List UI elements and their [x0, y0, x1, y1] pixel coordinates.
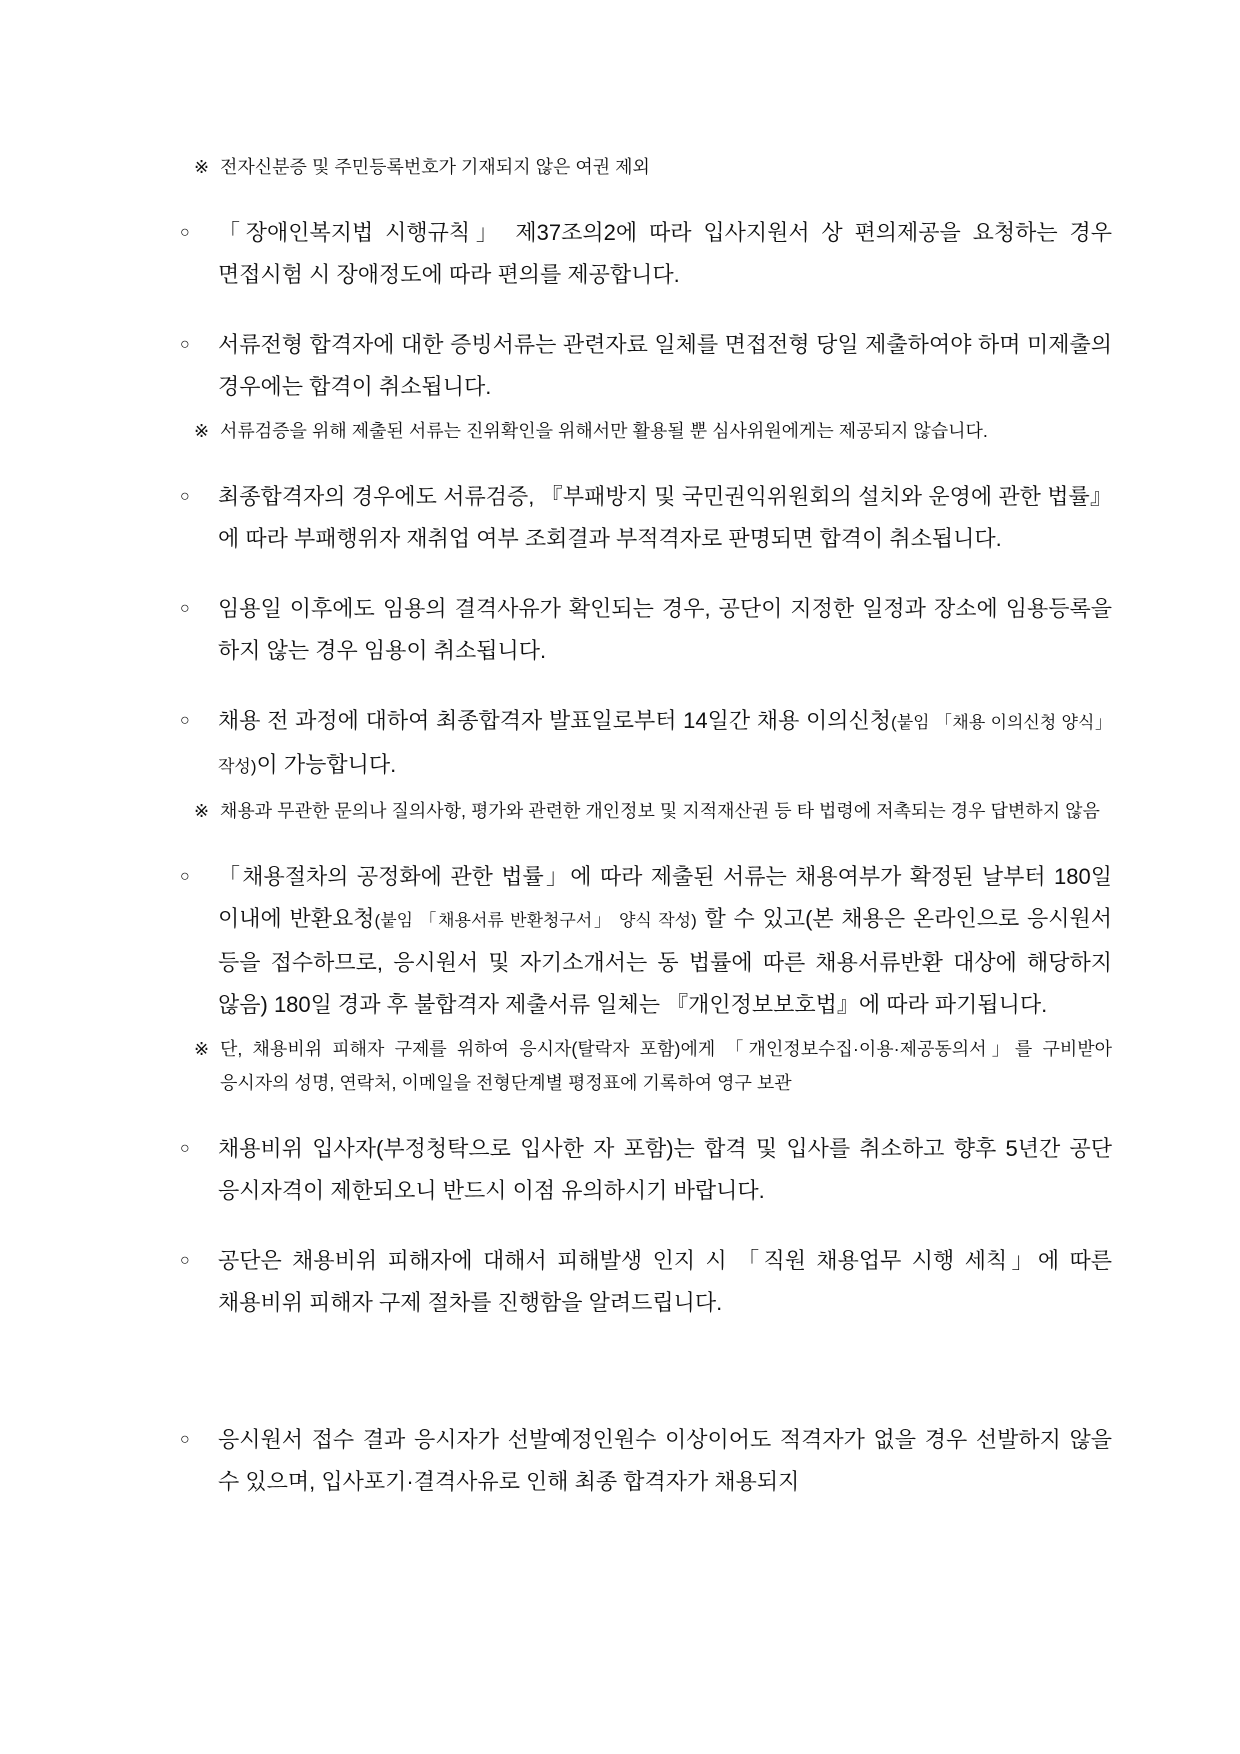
bullet-marker: ○ [180, 1252, 190, 1269]
paragraph-text [218, 212, 1112, 296]
inline-small-text: (붙임 「채용서류 반환청구서」 양식 작성) [374, 911, 697, 930]
bullet-item [180, 324, 1112, 408]
bullet-marker: ○ [180, 224, 190, 241]
paragraph-text [218, 1240, 1112, 1324]
paragraph-text [218, 700, 1112, 788]
paragraph-text [220, 150, 1112, 184]
bullet-marker: ○ [180, 488, 190, 505]
bullet-marker: ○ [180, 1431, 190, 1448]
bullet-item [180, 1240, 1112, 1324]
bullet-marker: ○ [180, 336, 190, 353]
inline-text: 채용비위 입사자(부정청탁으로 입사한 자 포함)는 합격 및 입사를 취소하고 향후 5년간 공단 응시자격이 제한되오니 반드시 이점 유의하시기 바랍니다. [218, 1136, 1112, 1203]
inline-text: 최종합격자의 경우에도 서류검증, 『부패방지 및 국민권익위원회의 설치와 운영에 관한 법률』에 따라 부패행위자 재취업 여부 조회결과 부적격자로 판명되면 합격이 취소됩니다. [218, 484, 1112, 551]
inline-text: 채용 전 과정에 대하여 최종합격자 발표일로부터 14일간 채용 이의신청 [218, 708, 892, 733]
inline-text: 채용과 무관한 문의나 질의사항, 평가와 관련한 개인정보 및 지적재산권 등 타 법령에 저촉되는 경우 답변하지 않음 [220, 801, 1100, 821]
inline-text: 서류전형 합격자에 대한 증빙서류는 관련자료 일체를 면접전형 당일 제출하여야 하며 미제출의 경우에는 합격이 취소됩니다. [218, 332, 1112, 399]
inline-small-text: (붙임 「채용 이의신청 양식」 작성) [218, 713, 1112, 776]
bullet-marker: ○ [180, 1140, 190, 1157]
paragraph-text [218, 476, 1112, 560]
bullet-item [180, 1128, 1112, 1212]
note-item [180, 794, 1112, 828]
bullet-item [180, 212, 1112, 296]
paragraph-text [218, 588, 1112, 672]
bullet-item [180, 856, 1112, 1026]
note-marker: ※ [194, 157, 210, 177]
bullet-item [180, 700, 1112, 788]
paragraph-text [220, 1032, 1112, 1100]
paragraph-text [220, 794, 1112, 828]
inline-text: 공단은 채용비위 피해자에 대해서 피해발생 인지 시 「직원 채용업무 시행 세칙」에 따른 채용비위 피해자 구제 절차를 진행함을 알려드립니다. [218, 1248, 1112, 1315]
note-marker: ※ [194, 1039, 210, 1059]
note-item [180, 414, 1112, 448]
inline-text: 응시원서 접수 결과 응시자가 선발예정인원수 이상이어도 적격자가 없을 경우 선발하지 않을 수 있으며, 입사포기·결격사유로 인해 최종 합격자가 채용되지 [218, 1427, 1112, 1494]
bullet-marker: ○ [180, 868, 190, 885]
paragraph-text [218, 1419, 1112, 1503]
bullet-item [180, 588, 1112, 672]
paragraph-text [218, 1128, 1112, 1212]
paragraph-text [218, 856, 1112, 1026]
inline-text: 서류검증을 위해 제출된 서류는 진위확인을 위해서만 활용될 뿐 심사위원에게는 제공되지 않습니다. [220, 421, 988, 441]
document-body [180, 150, 1112, 1503]
bullet-marker: ○ [180, 600, 190, 617]
note-item [180, 150, 1112, 184]
note-item [180, 1032, 1112, 1100]
bullet-item [180, 1419, 1112, 1503]
inline-text: 전자신분증 및 주민등록번호가 기재되지 않은 여권 제외 [220, 157, 650, 177]
bullet-marker: ○ [180, 712, 190, 729]
inline-text: 이 가능합니다. [256, 752, 397, 777]
paragraph-text [218, 324, 1112, 408]
paragraph-text [220, 414, 1112, 448]
inline-text: 「채용절차의 공정화에 관한 법률」에 따라 제출된 서류는 채용여부가 확정된 날부터 180일 이내에 반환요청 [218, 864, 1112, 931]
bullet-item [180, 476, 1112, 560]
inline-text: 단, 채용비위 피해자 구제를 위하여 응시자(탈락자 포함)에게 「개인정보수집·이용·제공동의서」를 구비받아 응시자의 성명, 연락처, 이메일을 전형단계별 평정표에 기록하여 영구 보관 [220, 1039, 1112, 1093]
note-marker: ※ [194, 801, 210, 821]
inline-text: 임용일 이후에도 임용의 결격사유가 확인되는 경우, 공단이 지정한 일정과 장소에 임용등록을 하지 않는 경우 임용이 취소됩니다. [218, 596, 1112, 663]
inline-text: 「장애인복지법 시행규칙」 제37조의2에 따라 입사지원서 상 편의제공을 요청하는 경우 면접시험 시 장애정도에 따라 편의를 제공합니다. [218, 220, 1112, 287]
inline-text: 할 수 있고(본 채용은 온라인으로 응시원서 등을 접수하므로, 응시원서 및 자기소개서는 동 법률에 따른 채용서류반환 대상에 해당하지 않음) 180일 경과 후 불합격자 제출서류 일체는 『개인정보보호법』에 따라 파기됩니다. [218, 906, 1112, 1017]
note-marker: ※ [194, 421, 210, 441]
